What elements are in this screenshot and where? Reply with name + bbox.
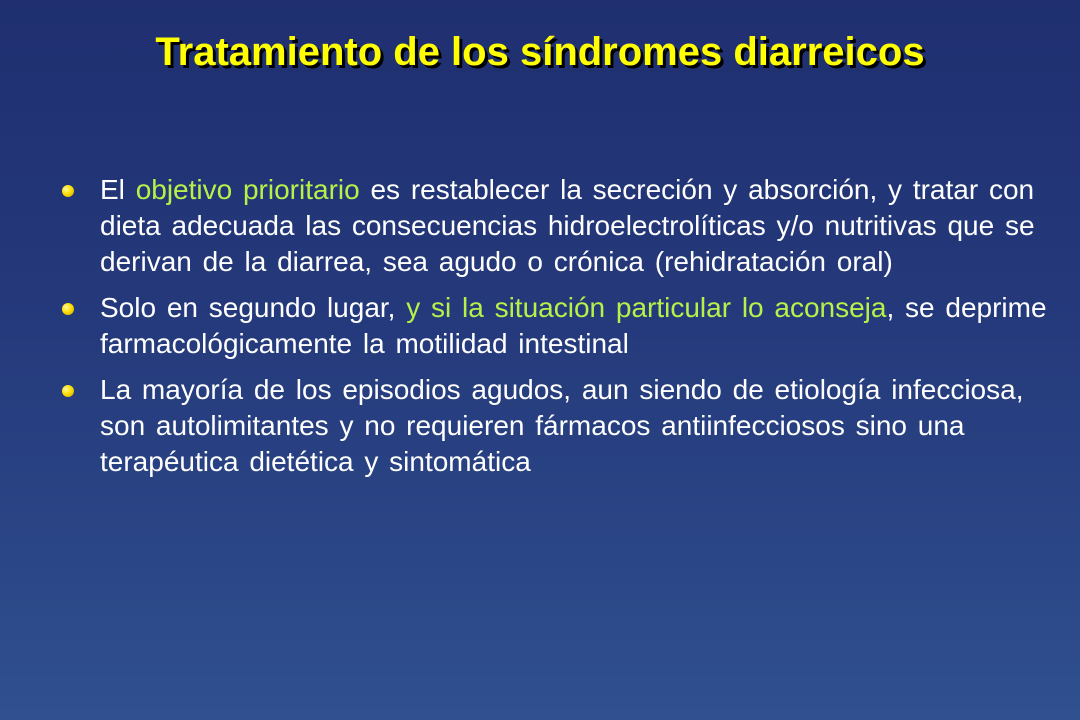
- highlighted-text-segment: y si la situación particular lo aconseja: [406, 292, 887, 323]
- bullet-dot-icon: [62, 303, 74, 315]
- text-segment: La mayoría de los episodios agudos, aun siendo de etiología infecciosa, son autolimitantes y no requieren fármacos antiinfecciosos sino una terapéutica dietética y sintomática: [100, 374, 1024, 477]
- bullet-item: [60, 290, 1060, 362]
- slide-title: Tratamiento de los síndromes diarreicos: [155, 30, 925, 74]
- text-segment: El: [100, 174, 136, 205]
- bullet-item: [60, 372, 1060, 480]
- text-segment: , se deprime farmacológicamente la motilidad intestinal: [100, 292, 1047, 359]
- bullet-list: [60, 172, 1060, 490]
- bullet-text: [100, 174, 1035, 277]
- bullet-dot-icon: [62, 185, 74, 197]
- text-segment: Solo en segundo lugar,: [100, 292, 407, 323]
- bullet-dot-icon: [62, 385, 74, 397]
- bullet-text: [100, 292, 1047, 359]
- text-segment: es restablecer la secreción y absorción, y tratar con dieta adecuada las consecuencias hidroelectrolíticas y/o nutritivas que se derivan de la diarrea, sea agudo o crónica (rehidratación oral): [100, 174, 1035, 277]
- highlighted-text-segment: objetivo prioritario: [135, 174, 360, 205]
- bullet-text: [100, 374, 1023, 477]
- bullet-item: [60, 172, 1060, 280]
